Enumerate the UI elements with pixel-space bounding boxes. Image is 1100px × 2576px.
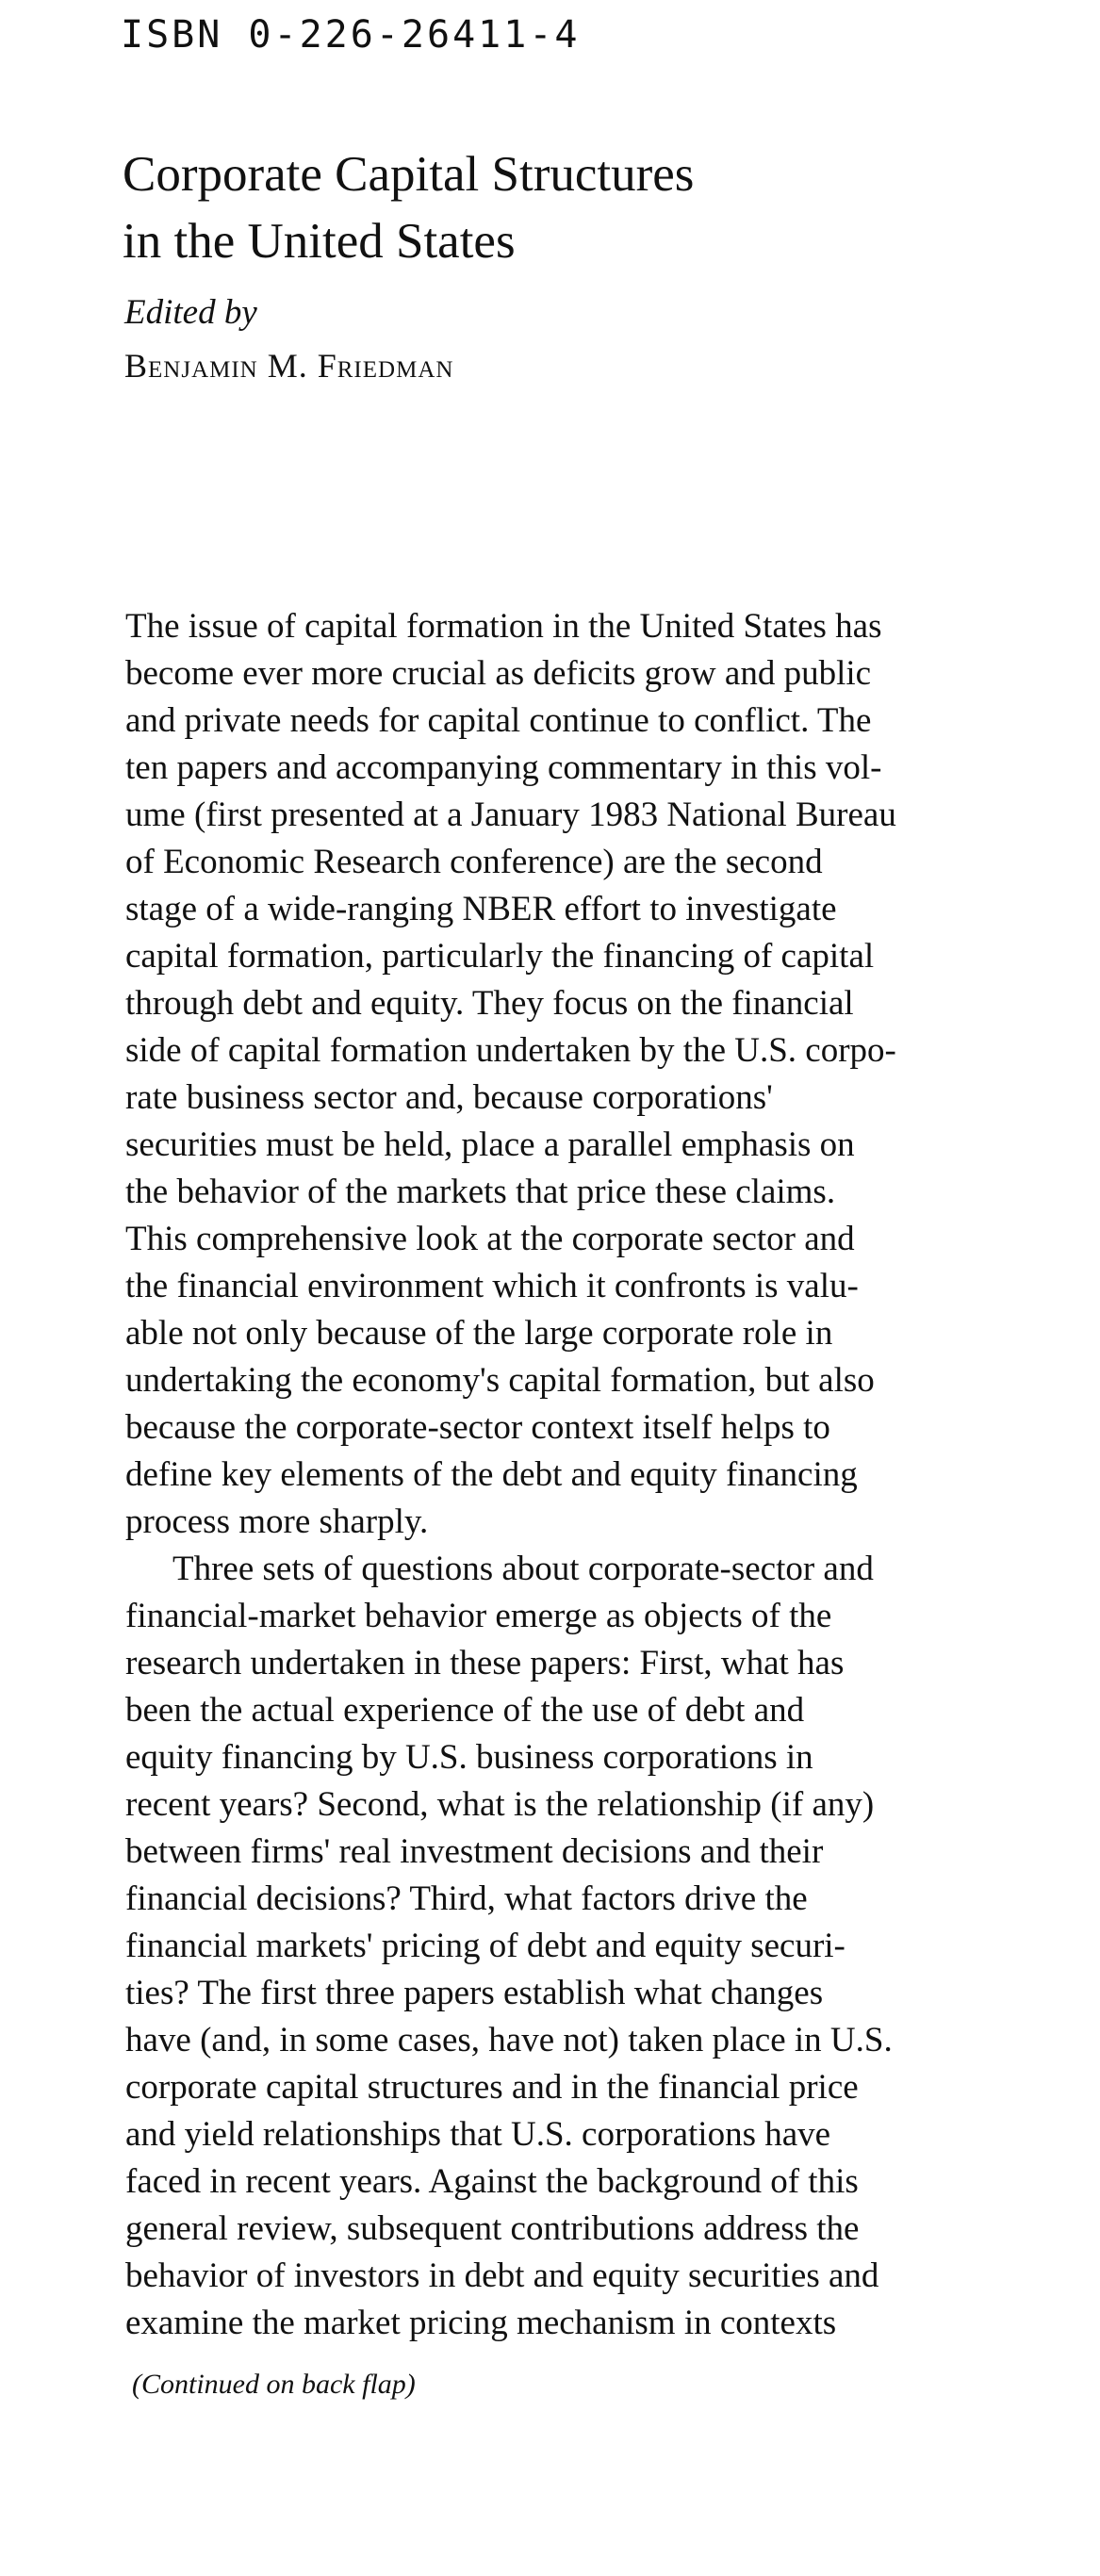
text-line: have (and, in some cases, have not) taken place in U.S. bbox=[125, 2021, 893, 2059]
text-line: define key elements of the debt and equity financing bbox=[125, 1455, 858, 1494]
text-line: examine the market pricing mechanism in contexts bbox=[125, 2304, 837, 2342]
text-line: and yield relationships that U.S. corporations have bbox=[125, 2115, 831, 2154]
text-line: between firms' real investment decisions and their bbox=[125, 1832, 824, 1871]
text-line: ten papers and accompanying commentary in this vol- bbox=[125, 748, 882, 787]
text-line: Three sets of questions about corporate-sector and bbox=[172, 1550, 874, 1588]
text-line: This comprehensive look at the corporate sector and bbox=[125, 1220, 855, 1258]
text-line: financial-market behavior emerge as objects of the bbox=[125, 1597, 832, 1635]
text-line: ume (first presented at a January 1983 National Bureau bbox=[125, 796, 896, 834]
continued-note: (Continued on back flap) bbox=[132, 2369, 416, 2400]
text-line: and private needs for capital continue to conflict. The bbox=[125, 701, 872, 740]
editor-name: Benjamin M. Friedman bbox=[124, 347, 454, 385]
text-line: faced in recent years. Against the background of this bbox=[125, 2162, 859, 2201]
text-line: stage of a wide-ranging NBER effort to investigate bbox=[125, 890, 837, 928]
text-line: equity financing by U.S. business corporations in bbox=[125, 1738, 813, 1777]
text-line: securities must be held, place a parallel emphasis on bbox=[125, 1125, 855, 1164]
text-line: the behavior of the markets that price these claims. bbox=[125, 1173, 836, 1211]
text-line: because the corporate-sector context itself helps to bbox=[125, 1408, 830, 1447]
text-line: recent years? Second, what is the relationship (if any) bbox=[125, 1785, 875, 1824]
text-line: rate business sector and, because corporations' bbox=[125, 1078, 773, 1117]
book-title-line-1: Corporate Capital Structures bbox=[123, 147, 695, 202]
text-line: through debt and equity. They focus on the financial bbox=[125, 984, 854, 1023]
edited-by-label: Edited by bbox=[124, 293, 257, 332]
paragraph-2 bbox=[125, 1546, 1030, 2347]
text-line: able not only because of the large corporate role in bbox=[125, 1314, 833, 1353]
text-line: capital formation, particularly the financing of capital bbox=[125, 937, 875, 976]
text-line: of Economic Research conference) are the second bbox=[125, 843, 823, 881]
text-line: financial decisions? Third, what factors drive the bbox=[125, 1879, 808, 1918]
text-line: corporate capital structures and in the financial price bbox=[125, 2068, 859, 2107]
text-line: undertaking the economy's capital formation, but also bbox=[125, 1361, 875, 1400]
text-line: been the actual experience of the use of debt and bbox=[125, 1691, 805, 1730]
text-line: research undertaken in these papers: First, what has bbox=[125, 1644, 845, 1682]
text-line: become ever more crucial as deficits grow and public bbox=[125, 654, 872, 693]
text-line: financial markets' pricing of debt and equity securi- bbox=[125, 1927, 846, 1965]
text-line: the financial environment which it confronts is valu- bbox=[125, 1267, 859, 1305]
isbn-number: ISBN 0-226-26411-4 bbox=[121, 13, 581, 57]
text-line: process more sharply. bbox=[125, 1502, 429, 1541]
text-line: The issue of capital formation in the United States has bbox=[125, 607, 882, 646]
book-title bbox=[123, 141, 971, 275]
text-line: general review, subsequent contributions address the bbox=[125, 2209, 860, 2248]
flap-body-text bbox=[125, 603, 1030, 2347]
text-line: side of capital formation undertaken by the U.S. corpo- bbox=[125, 1031, 896, 1070]
text-line: ties? The first three papers establish what changes bbox=[125, 1974, 824, 2012]
paragraph-1 bbox=[125, 603, 1030, 1546]
text-line: behavior of investors in debt and equity securities and bbox=[125, 2256, 879, 2295]
book-title-line-2: in the United States bbox=[123, 214, 516, 269]
